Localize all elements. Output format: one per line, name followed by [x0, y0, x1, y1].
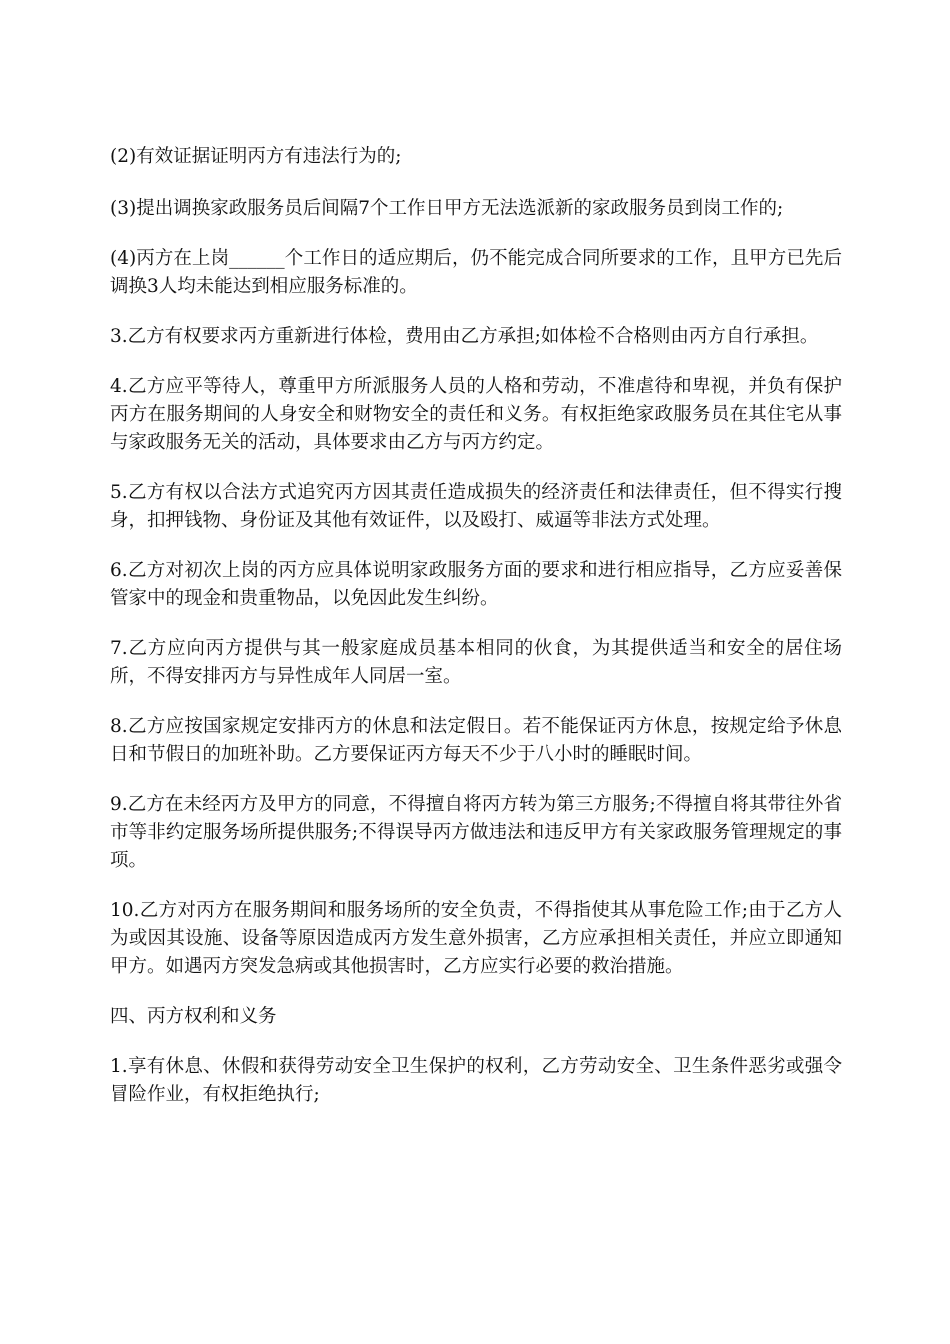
- item-9-no-transfer: 9.乙方在未经丙方及甲方的同意，不得擅自将丙方转为第三方服务;不得擅自将其带往外省市等非约定服务场所提供服务;不得误导丙方做违法和违反甲方有关家政服务管理规定的事项。: [110, 794, 842, 871]
- clause-2-evidence: (2)有效证据证明丙方有违法行为的;: [110, 146, 402, 167]
- section-heading: 四、丙方权利和义务: [110, 1006, 277, 1027]
- item-5-legal-liability: 5.乙方有权以合法方式追究丙方因其责任造成损失的经济责任和法律责任，但不得实行搜身，扣押钱物、身份证及其他有效证件，以及殴打、威逼等非法方式处理。: [110, 482, 842, 531]
- clause-3-replacement: (3)提出调换家政服务员后间隔7个工作日甲方无法选派新的家政服务员到岗工作的;: [110, 198, 784, 219]
- party-c-item-1: 1.享有休息、休假和获得劳动安全卫生保护的权利，乙方劳动安全、卫生条件恶劣或强令冒险作业，有权拒绝执行;: [110, 1056, 842, 1105]
- item-6-guidance: 6.乙方对初次上岗的丙方应具体说明家政服务方面的要求和进行相应指导，乙方应妥善保管家中的现金和贵重物品，以免因此发生纠纷。: [110, 560, 842, 609]
- item-8-rest-holidays: 8.乙方应按国家规定安排丙方的休息和法定假日。若不能保证丙方休息，按规定给予休息日和节假日的加班补助。乙方要保证丙方每天不少于八小时的睡眠时间。: [110, 716, 842, 765]
- item-10-safety: 10.乙方对丙方在服务期间和服务场所的安全负责，不得指使其从事危险工作;由于乙方人为或因其设施、设备等原因造成丙方发生意外损害，乙方应承担相关责任，并应立即通知甲方。如遇丙方突发急病或其他损害时，乙方应实行必要的救治措施。: [110, 900, 842, 977]
- document-body: [110, 143, 842, 1131]
- item-4-equal-treatment: 4.乙方应平等待人，尊重甲方所派服务人员的人格和劳动，不准虐待和卑视，并负有保护丙方在服务期间的人身安全和财物安全的责任和义务。有权拒绝家政服务员在其住宅从事与家政服务无关的活动，具体要求由乙方与丙方约定。: [110, 376, 842, 453]
- clause-4-adaptation: (4)丙方在上岗______个工作日的适应期后，仍不能完成合同所要求的工作，且甲方已先后调换3人均未能达到相应服务标准的。: [110, 248, 842, 297]
- item-7-meals-housing: 7.乙方应向丙方提供与其一般家庭成员基本相同的伙食，为其提供适当和安全的居住场所，不得安排丙方与异性成年人同居一室。: [110, 638, 842, 687]
- item-3-health-check: 3.乙方有权要求丙方重新进行体检，费用由乙方承担;如体检不合格则由丙方自行承担。: [110, 326, 819, 347]
